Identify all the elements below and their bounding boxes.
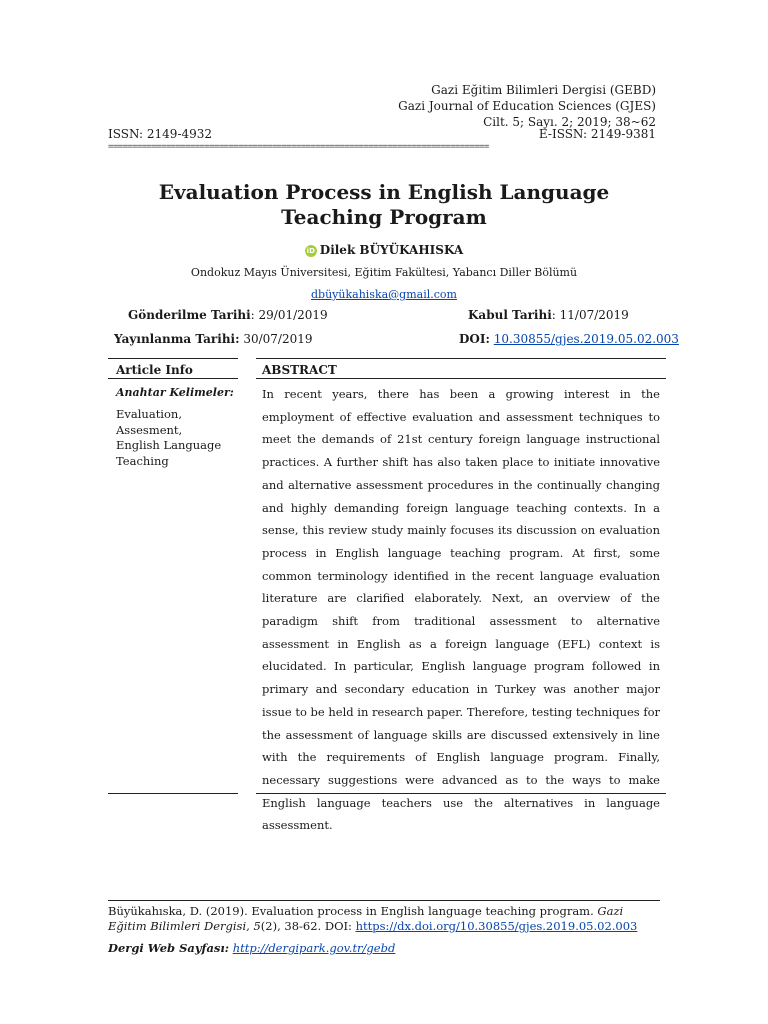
citation-journal: Gazi Eğitim Bilimleri Dergisi, 5 — [108, 904, 624, 933]
citation-doi-link[interactable]: https://dx.doi.org/10.30855/gjes.2019.05.02.003 — [355, 919, 638, 933]
accepted-label: Kabul Tarihi — [468, 308, 552, 322]
header-separator: =============================================================================== — [108, 142, 489, 152]
header-journal-info — [398, 82, 656, 130]
accepted-value: : 11/07/2019 — [551, 308, 629, 322]
citation — [108, 904, 660, 934]
doi-line — [459, 332, 679, 346]
published-label: Yayınlanma Tarihi: — [114, 332, 240, 346]
web-link[interactable]: http://dergipark.gov.tr/gebd — [232, 941, 396, 955]
author-email-wrap — [108, 288, 660, 301]
abstract-bottom-rule — [256, 793, 666, 794]
author-email-link[interactable]: dbüyükahiska@gmail.com — [311, 288, 457, 301]
article-info-heading: Article Info — [116, 363, 193, 377]
keyword: Teaching — [116, 453, 169, 468]
abstract-rule — [256, 358, 666, 359]
journal-web — [108, 941, 660, 956]
footer-rule — [108, 900, 660, 901]
author-name: Dilek BÜYÜKAHISKA — [319, 243, 464, 257]
submitted-label: Gönderilme Tarihi — [128, 308, 251, 322]
keyword: English Language — [116, 438, 222, 452]
citation-issue: (2), 38-62. DOI: — [260, 919, 356, 933]
paper-title: Evaluation Process in English Language Teaching Program — [158, 180, 610, 229]
journal-name-tr: Gazi Eğitim Bilimleri Dergisi (GEBD) — [431, 83, 656, 97]
submitted-date — [128, 308, 328, 322]
journal-name-en: Gazi Journal of Education Sciences (GJES) — [398, 99, 656, 113]
abstract-subrule — [256, 378, 666, 379]
abstract-text: In recent years, there has been a growing interest in the employment of effective evaluation and assessment techniques to meet the demands of 21st century foreign language instructional practices. A further shift has also taken place to initiate innovative and alternative assessment procedures in the continually changing and highly demanding foreign language teaching contexts. In a sense, this review study mainly focuses its discussion on evaluation process in English language teaching program. At first, some common terminology identified in the recent language evaluation literature are clarified elaborately. Next, an overview of the paradigm shift from traditional assessment to alternative assessment in English as a foreign language (EFL) context is elucidated. In particular, English language program followed in primary and secondary education in Turkey was another major issue to be held in research paper. Therefore, testing techniques for the assessment of language skills are discussed extensively in line with the requirements of English language program. Finally, necessary suggestions were advanced as to the ways to make English language teachers use the alternatives in language assessment. — [262, 387, 661, 833]
eissn: E-ISSN: 2149-9381 — [538, 127, 656, 141]
citation-prefix: Büyükahıska, D. (2019). Evaluation process in English language teaching program. — [108, 904, 598, 918]
issn: ISSN: 2149-4932 — [108, 127, 213, 141]
journal-volume: Cilt. 5; Sayı. 2; 2019; 38~62 — [483, 115, 656, 129]
submitted-value: : 29/01/2019 — [250, 308, 328, 322]
keyword: Assesment, — [116, 422, 183, 437]
author-affiliation: Ondokuz Mayıs Üniversitesi, Eğitim Fakültesi, Yabancı Diller Bölümü — [190, 266, 578, 279]
abstract-heading: ABSTRACT — [262, 363, 337, 377]
article-info-rule — [108, 358, 238, 359]
article-info-subrule — [108, 378, 238, 379]
keywords-label: Anahtar Kelimeler: — [116, 386, 234, 399]
doi-link[interactable]: 10.30855/gjes.2019.05.02.003 — [493, 332, 679, 346]
accepted-date — [468, 308, 629, 322]
published-date — [114, 332, 313, 346]
web-label: Dergi Web Sayfası: — [108, 941, 230, 955]
published-value: 30/07/2019 — [239, 332, 313, 346]
keyword: Evaluation, — [116, 407, 182, 421]
orcid-icon[interactable]: iD — [306, 247, 315, 255]
article-info-bottom-rule — [108, 793, 238, 794]
author-line — [108, 243, 660, 257]
keywords-list — [116, 407, 236, 469]
doi-label: DOI: — [459, 332, 490, 346]
